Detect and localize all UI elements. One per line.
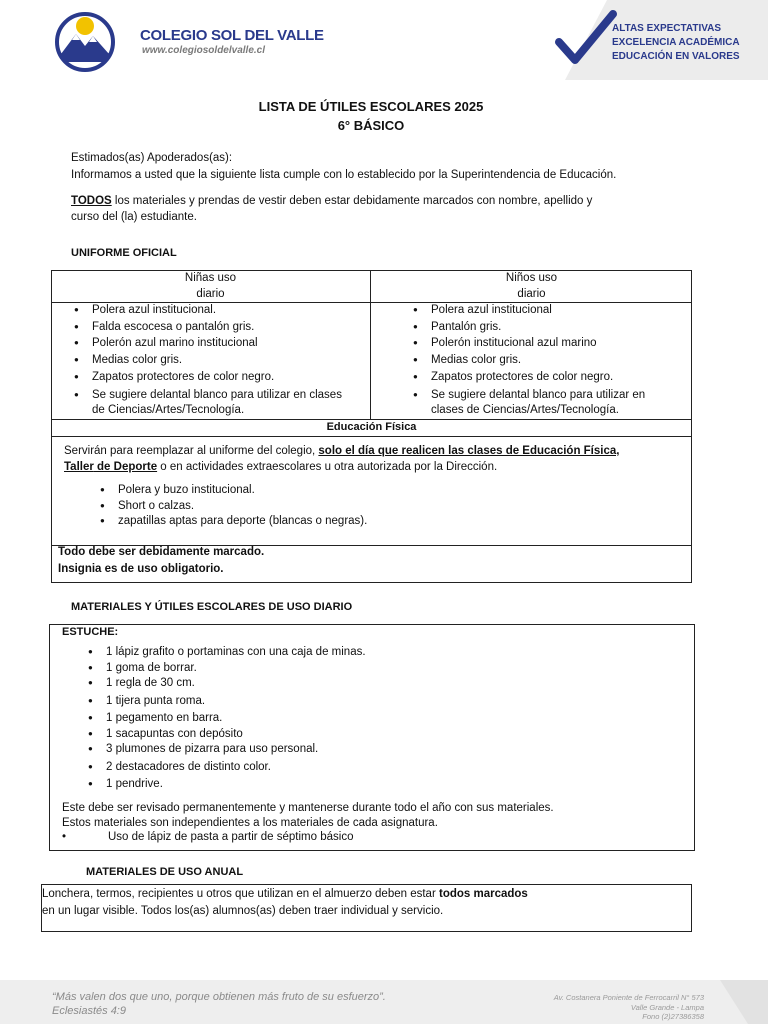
boys-column-header <box>371 271 692 302</box>
case-title: ESTUCHE: <box>62 626 119 638</box>
pe-text-a: Servirán para reemplazar al uniforme del colegio, <box>64 445 319 457</box>
pe-text-d <box>94 461 157 473</box>
list-item: ● Polera azul institucional. <box>74 303 344 319</box>
pe-text-d-inner: de Deporte <box>93 460 158 473</box>
list-item: ● Polerón institucional azul marino <box>413 336 675 352</box>
list-item: ● Falda escocesa o pantalón gris. <box>74 320 344 336</box>
list-item: ● Zapatos protectores de color negro. <box>413 370 675 386</box>
school-logo <box>52 12 118 72</box>
marking-notice <box>71 194 691 225</box>
annual-text-b: en un lugar visible. Todos los(as) alumnos(as) deben traer individual y servicio. <box>42 905 444 918</box>
list-item: ● Medias color gris. <box>413 353 675 369</box>
girls-column-header <box>51 271 370 302</box>
pe-text-b: solo el día que realicen las clases de Educación Física, <box>318 445 620 457</box>
case-note-1: Este debe ser revisado permanentemente y mantenerse durante todo el año con sus materiales. <box>62 802 554 814</box>
motto-line-2: EXCELENCIA ACADÉMICA <box>612 37 740 48</box>
greeting: Estimados(as) Apoderados(as): <box>71 152 233 164</box>
table-pe-title-line <box>51 436 692 437</box>
list-item: ● Polera y buzo institucional. <box>100 483 500 499</box>
case-note-3-bullet: • <box>62 831 67 843</box>
footer-quote: “Más valen dos que uno, porque obtienen más fruto de su esfuerzo”. <box>52 991 386 1003</box>
pe-text-e: o en actividades extraescolares u otra autorizada por la Dirección. <box>157 460 498 473</box>
girls-uniform-list <box>74 303 344 419</box>
boys-uniform-list <box>413 303 675 419</box>
girls-header-1: Niñas uso <box>184 272 237 284</box>
case-items-list <box>88 645 648 793</box>
list-item: ● 1 sacapuntas con depósito <box>88 727 648 743</box>
list-item: ● Medias color gris. <box>74 353 344 369</box>
footer-address-1: Av. Costanera Poniente de Ferrocarril N° 573 <box>553 993 704 1002</box>
school-name: COLEGIO SOL DEL VALLE <box>140 27 324 44</box>
document-title: LISTA DE ÚTILES ESCOLARES 2025 <box>258 99 484 114</box>
list-item: ● 1 regla de 30 cm. <box>88 676 648 692</box>
list-item: ● 3 plumones de pizarra para uso personal. <box>88 742 648 758</box>
pe-title: Educación Física <box>326 421 417 433</box>
list-item: ● 1 goma de borrar. <box>88 661 648 677</box>
document-subtitle: 6° BÁSICO <box>337 118 405 133</box>
list-item: ● Se sugiere delantal blanco para utilizar en clases de Ciencias/Artes/Tecnología. <box>413 388 675 419</box>
pe-text-c: Taller <box>64 460 94 473</box>
daily-materials-heading: MATERIALES Y ÚTILES ESCOLARES DE USO DIARIO <box>71 601 353 613</box>
uniform-note-2: Insignia es de uso obligatorio. <box>58 563 224 575</box>
pe-description <box>64 444 684 475</box>
footer-phone: Fono (2)27386358 <box>642 1012 704 1021</box>
list-item: ● 1 tijera punta roma. <box>88 694 648 710</box>
list-item: ● 2 destacadores de distinto color. <box>88 760 648 776</box>
list-item: ● Polera azul institucional <box>413 303 675 319</box>
footer-address-2: Valle Grande - Lampa <box>630 1003 704 1012</box>
school-website: www.colegiosoldelvalle.cl <box>142 45 266 56</box>
annual-text-bold: todos marcados <box>438 888 528 900</box>
list-item: ● 1 lápiz grafito o portaminas con una caja de minas. <box>88 645 648 661</box>
pe-items-list <box>100 483 500 530</box>
marking-notice-bold: TODOS <box>71 195 112 207</box>
annual-materials-text <box>42 886 682 921</box>
list-item: ● Se sugiere delantal blanco para utilizar en clases de Ciencias/Artes/Tecnología. <box>74 388 344 419</box>
list-item: ● Pantalón gris. <box>413 320 675 336</box>
list-item: ● Zapatos protectores de color negro. <box>74 370 344 386</box>
list-item: ● 1 pegamento en barra. <box>88 711 648 727</box>
uniform-heading: UNIFORME OFICIAL <box>71 247 177 259</box>
intro-line: Informamos a usted que la siguiente lista cumple con lo establecido por la Superintendencia de Educación. <box>71 169 617 181</box>
marking-notice-text: los materiales y prendas de vestir deben estar debidamente marcados con nombre, apellido y <box>111 195 593 207</box>
uniform-note-1: Todo debe ser debidamente marcado. <box>58 546 265 558</box>
footer-citation: Eclesiastés 4:9 <box>52 1005 126 1017</box>
list-item: ● zapatillas aptas para deporte (blancas o negras). <box>100 514 500 530</box>
list-item: ● Polerón azul marino institucional <box>74 336 344 352</box>
boys-header-1: Niños uso <box>505 272 558 284</box>
list-item: ● 1 pendrive. <box>88 777 648 793</box>
motto-line-3: EDUCACIÓN EN VALORES <box>612 51 740 62</box>
list-item: ● Short o calzas. <box>100 499 500 515</box>
case-note-2: Estos materiales son independientes a los materiales de cada asignatura. <box>62 817 438 829</box>
girls-header-2: diario <box>196 287 225 300</box>
boys-header-2: diario <box>517 287 546 300</box>
marking-notice-text-2: curso del (la) estudiante. <box>71 210 197 223</box>
case-note-3: Uso de lápiz de pasta a partir de séptimo básico <box>108 831 354 843</box>
annual-materials-heading: MATERIALES DE USO ANUAL <box>86 866 244 878</box>
annual-text-a: Lonchera, termos, recipientes u otros que utilizan en el almuerzo deben estar <box>42 888 439 900</box>
motto-line-1: ALTAS EXPECTATIVAS <box>612 23 722 34</box>
